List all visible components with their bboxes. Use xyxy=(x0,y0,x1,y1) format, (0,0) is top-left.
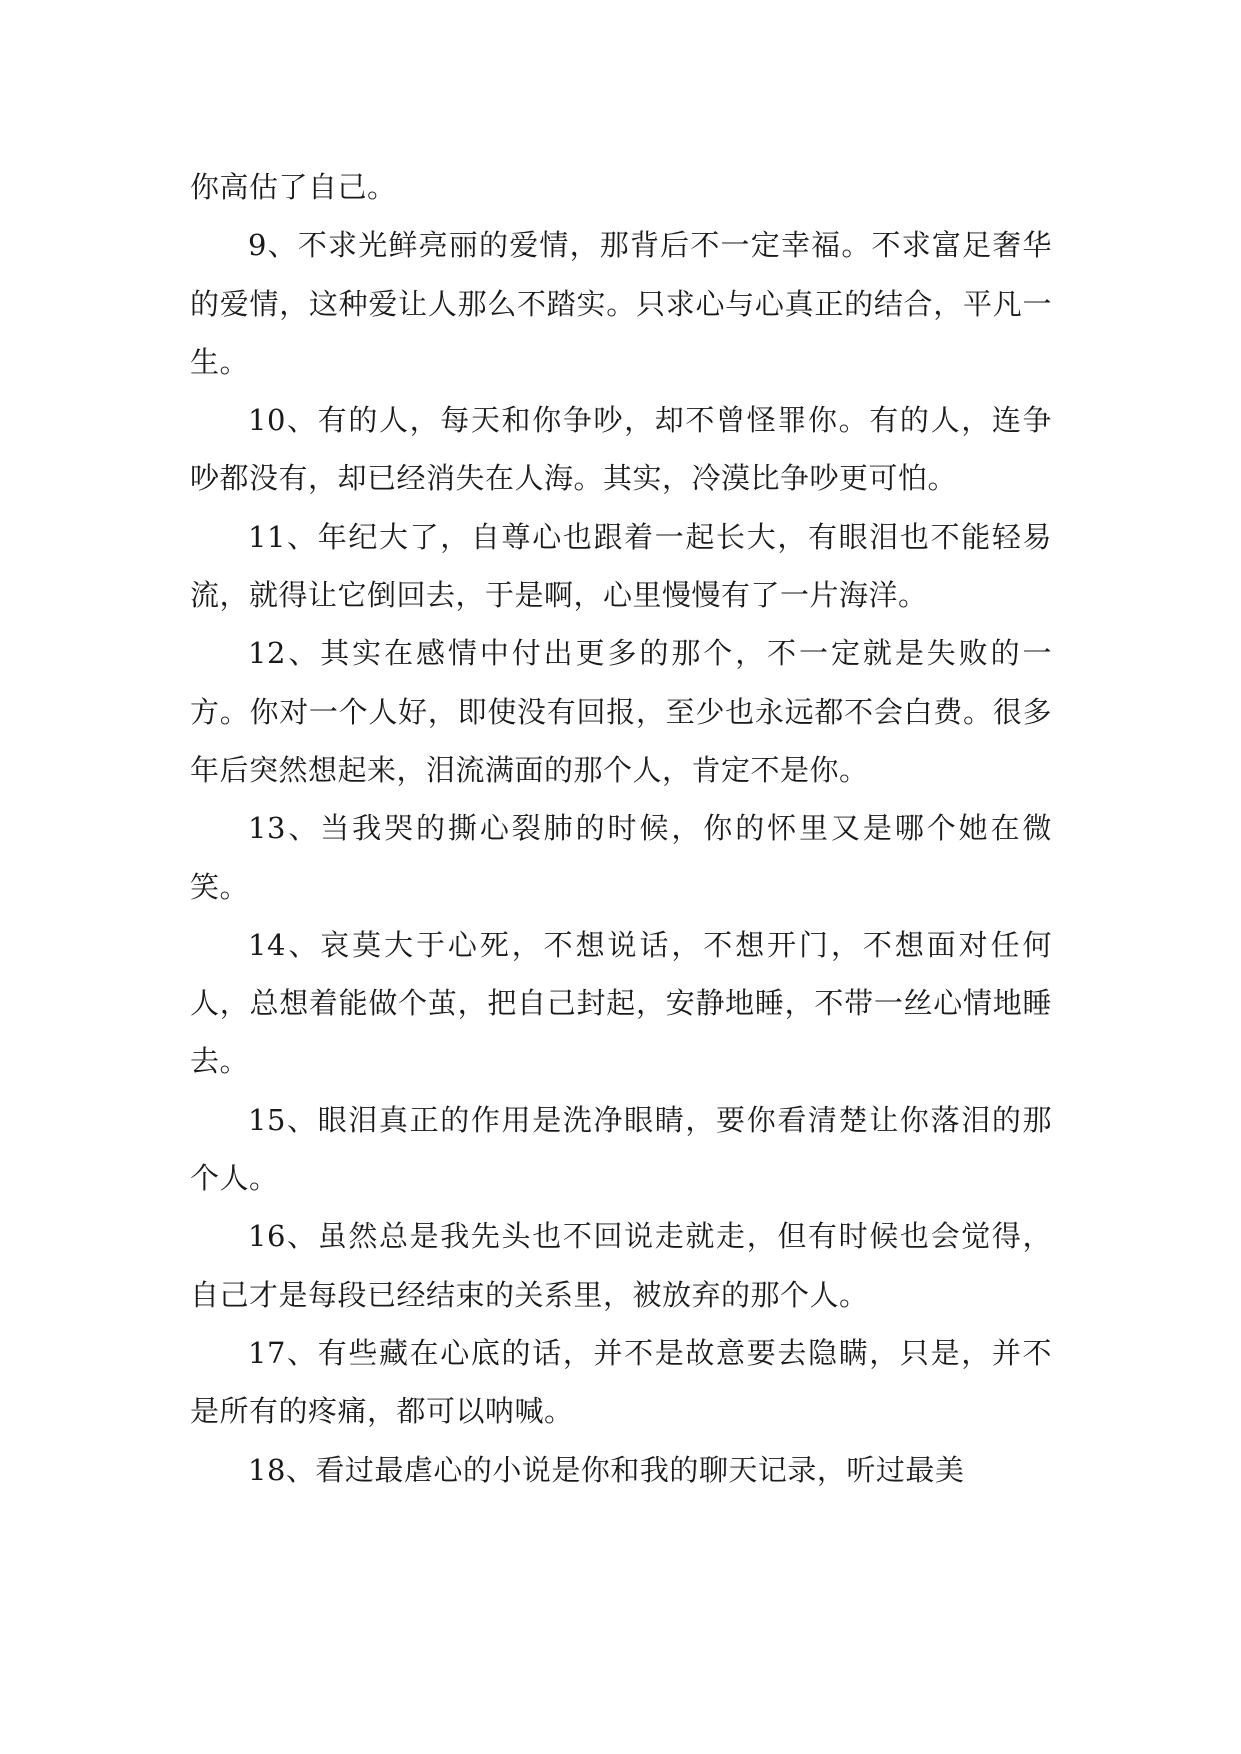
paragraph: 10、有的人，每天和你争吵，却不曾怪罪你。有的人，连争吵都没有，却已经消失在人海。其实，冷漠比争吵更可怕。 xyxy=(190,403,1052,496)
paragraph: 13、当我哭的撕心裂肺的时候，你的怀里又是哪个她在微笑。 xyxy=(190,811,1052,904)
paragraph: 17、有些藏在心底的话，并不是故意要去隐瞒，只是，并不是所有的疼痛，都可以呐喊。 xyxy=(190,1335,1052,1429)
paragraph: 你高估了自己。 xyxy=(190,170,397,204)
paragraph: 15、眼泪真正的作用是洗净眼睛，要你看清楚让你落泪的那个人。 xyxy=(190,1102,1052,1196)
document-body xyxy=(190,158,1052,1499)
paragraph: 9、不求光鲜亮丽的爱情，那背后不一定幸福。不求富足奢华的爱情，这种爱让人那么不踏实。只求心与心真正的结合，平凡一生。 xyxy=(190,228,1052,379)
paragraph: 14、哀莫大于心死，不想说话，不想开门，不想面对任何人，总想着能做个茧，把自己封起，安静地睡，不带一丝心情地睡去。 xyxy=(190,927,1052,1079)
paragraph: 12、其实在感情中付出更多的那个，不一定就是失败的一方。你对一个人好，即使没有回报，至少也永远都不会白费。很多年后突然想起来，泪流满面的那个人，肯定不是你。 xyxy=(190,636,1052,787)
paragraph: 11、年纪大了，自尊心也跟着一起长大，有眼泪也不能轻易流，就得让它倒回去，于是啊，心里慢慢有了一片海洋。 xyxy=(190,519,1052,613)
paragraph: 18、看过最虐心的小说是你和我的聊天记录，听过最美 xyxy=(248,1452,965,1487)
paragraph: 16、虽然总是我先头也不回说走就走，但有时候也会觉得，自己才是每段已经结束的关系里，被放弃的那个人。 xyxy=(190,1219,1052,1312)
